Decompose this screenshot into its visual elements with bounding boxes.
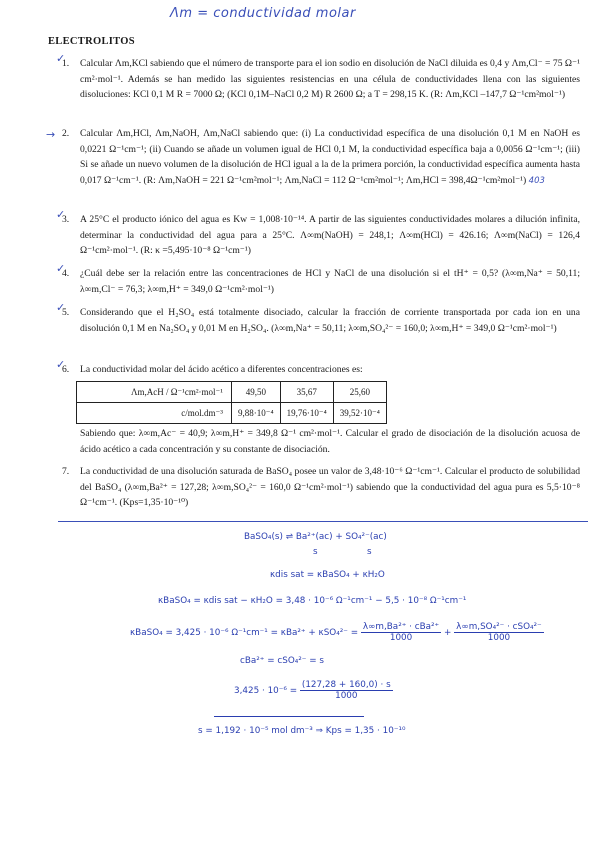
- problem-number: 5.: [62, 307, 70, 318]
- problem-7: [62, 464, 580, 511]
- problem-number: 1.: [62, 58, 70, 69]
- solution-equilibrium: BaSO₄(s) ⇌ Ba²⁺(ac) + SO₄²⁻(ac): [244, 532, 387, 542]
- fraction-denominator: 1000: [389, 633, 413, 643]
- handwritten-title: Λm = conductividad molar: [170, 6, 356, 21]
- table-cell: 25,60: [333, 382, 386, 403]
- solution-kappa-sum: κdis sat = κBaSO₄ + κH₂O: [270, 570, 385, 580]
- table-cell: 35,67: [280, 382, 333, 403]
- problem-number: 6.: [62, 364, 70, 375]
- problem-number: 3.: [62, 214, 70, 225]
- solution-result: s = 1,192 · 10⁻⁵ mol dm⁻³ ⇒ Kps = 1,35 · 10⁻¹⁰: [198, 726, 406, 736]
- problem-number: 4.: [62, 268, 70, 279]
- problem-text: La conductividad de una disolución saturada de BaSO₄ posee un valor de 3,48·10⁻⁶ Ω⁻¹cm⁻¹. Calcular el producto de solubilidad del BaSO₄ (λ∞m,Ba²⁺ = 127,28; λ∞m,SO₄²⁻ = 160,0 Ω⁻¹cm²·mol⁻¹) sabiendo que la conductividad del agua pura es 5,5·10⁻⁸ Ω⁻¹cm⁻¹. (Kps=1,35·10⁻¹⁰): [80, 466, 580, 509]
- solution-concentrations: cBa²⁺ = cSO₄²⁻ = s: [240, 656, 324, 666]
- problem-text: Considerando que el H₂SO₄ está totalmente disociado, calcular la fracción de corriente transportada por cada ion en una disolución 0,1 M en Na₂SO₄ y 0,01 M en H₂SO₄. (λ∞m,Na⁺ = 50,11; λ∞m,SO₄²⁻ = 160,0; λ∞m,H⁺ = 349,0 Ω⁻¹cm²·mol⁻¹): [80, 307, 580, 334]
- problem-2: [62, 126, 580, 189]
- check-mark-icon: ✓: [56, 262, 66, 275]
- problem-3: [62, 212, 580, 259]
- fraction-numerator: (127,28 + 160,0) · s: [301, 680, 391, 690]
- fraction-denominator: 1000: [487, 633, 511, 643]
- problem-4: [62, 266, 580, 297]
- check-mark-icon: ✓: [56, 358, 66, 371]
- table-cell: 39,52·10⁻⁴: [333, 403, 386, 424]
- fraction-denominator: 1000: [335, 691, 358, 701]
- problem-text: A 25°C el producto iónico del agua es Kw = 1,008·10⁻¹⁴. A partir de las siguientes conductividades molares a dilución infinita, determinar la conductividad del agua para a 25°C. Λ∞m(NaOH) = 248,1; Λ∞m(HCl) = 426.16; Λ∞m(NaCl) = 126,4 Ω⁻¹cm²·mol⁻¹. (R: κ =5,495·10⁻⁸ Ω⁻¹cm⁻¹): [80, 214, 580, 257]
- problem-text: Sabiendo que: λ∞m,Ac⁻ = 40,9; λ∞m,H⁺ = 349,8 Ω⁻¹ cm²·mol⁻¹. Calcular el grado de disociación de la disolución acuosa de ácido acético a cada concentración y su constante de disociación.: [80, 428, 580, 455]
- check-mark-icon: ✓: [56, 301, 66, 314]
- table-cell: 9,88·10⁻⁴: [232, 403, 281, 424]
- fraction-numerator: λ∞m,SO₄²⁻ · cSO₄²⁻: [456, 622, 542, 632]
- table-cell: 49,50: [232, 382, 281, 403]
- solution-kappa-ions: [130, 622, 544, 643]
- solution-s-label: s: [313, 547, 318, 557]
- solution-substitution: [234, 680, 393, 701]
- table-row-label: Λm,AcH / Ω⁻¹cm²·mol⁻¹: [77, 382, 232, 403]
- arrow-mark-icon: →: [46, 128, 56, 141]
- problem-number: 7.: [62, 466, 70, 477]
- solution-s-label: s: [367, 547, 372, 557]
- problem-text: Calcular Λm,KCl sabiendo que el número de transporte para el ion sodio en disolución de NaCl diluida es 0,4 y Λm,Cl⁻ = 75 Ω⁻¹ cm²·mol⁻¹. Además se han medido las siguientes resistencias en una célula de conductividades llena con las siguientes disoluciones: KCl 0,1 M R = 7000 Ω; (KCl 0,1M–NaCl 0,2 M) R 2600 Ω; a T = 298,15 K. (R: Λm,KCl –147,7 Ω⁻¹cm²mol⁻¹): [80, 58, 580, 101]
- table-cell: 19,76·10⁻⁴: [280, 403, 333, 424]
- fraction-numerator: λ∞m,Ba²⁺ · cBa²⁺: [362, 622, 440, 632]
- handwritten-annotation: 403: [528, 175, 545, 186]
- problem-text: Calcular Λm,HCl, Λm,NaOH, Λm,NaCl sabiendo que: (i) La conductividad específica de una disolución 0,1 M en NaOH es 0,0221 Ω⁻¹cm⁻¹; (ii) Cuando se añade un volumen igual de HCl 0,1 M, la conductividad específica baja a 0,0056 Ω⁻¹cm⁻¹; (iii) Si se añade un nuevo volumen de la disolución de HCl igual a la de la primera porción, la conductividad específica aumenta hasta 0,017 Ω⁻¹cm⁻¹. (R: Λm,NaOH = 221 Ω⁻¹cm²mol⁻¹; Λm,NaCl = 112 Ω⁻¹cm²mol⁻¹; Λm,HCl = 398,4Ω⁻¹cm²mol⁻¹): [80, 128, 580, 186]
- problem-6: [62, 362, 580, 378]
- table-row-label: c/mol.dm⁻³: [77, 403, 232, 424]
- problem-6-continued: [80, 426, 580, 457]
- solution-divider: [58, 521, 588, 522]
- table-row: [77, 382, 387, 403]
- conductivity-table: [76, 381, 387, 424]
- underline-stroke: [214, 716, 364, 717]
- problem-5: [62, 305, 580, 336]
- check-mark-icon: ✓: [56, 52, 66, 65]
- problem-1: [62, 56, 580, 103]
- solution-kappa-difference: κBaSO₄ = κdis sat − κH₂O = 3,48 · 10⁻⁶ Ω⁻¹cm⁻¹ − 5,5 · 10⁻⁸ Ω⁻¹cm⁻¹: [158, 596, 467, 606]
- equation-left: κBaSO₄ = 3,425 · 10⁻⁶ Ω⁻¹cm⁻¹ = κBa²⁺ + κSO₄²⁻ =: [130, 628, 359, 638]
- fraction: [361, 622, 441, 643]
- section-title: ELECTROLITOS: [48, 36, 135, 47]
- fraction: [300, 680, 393, 701]
- equation-left: 3,425 · 10⁻⁶ =: [234, 686, 298, 696]
- problem-text: ¿Cuál debe ser la relación entre las concentraciones de HCl y NaCl de una disolución si el tH⁺ = 0,5? (λ∞m,Na⁺ = 50,11; λ∞m,Cl⁻ = 76,3; λ∞m,H⁺ = 349,0 Ω⁻¹cm²·mol⁻¹): [80, 268, 580, 295]
- plus-sign: +: [444, 628, 452, 638]
- table-row: [77, 403, 387, 424]
- problem-text: La conductividad molar del ácido acético a diferentes concentraciones es:: [80, 364, 363, 375]
- problem-number: 2.: [62, 128, 70, 139]
- fraction: [454, 622, 544, 643]
- check-mark-icon: ✓: [56, 208, 66, 221]
